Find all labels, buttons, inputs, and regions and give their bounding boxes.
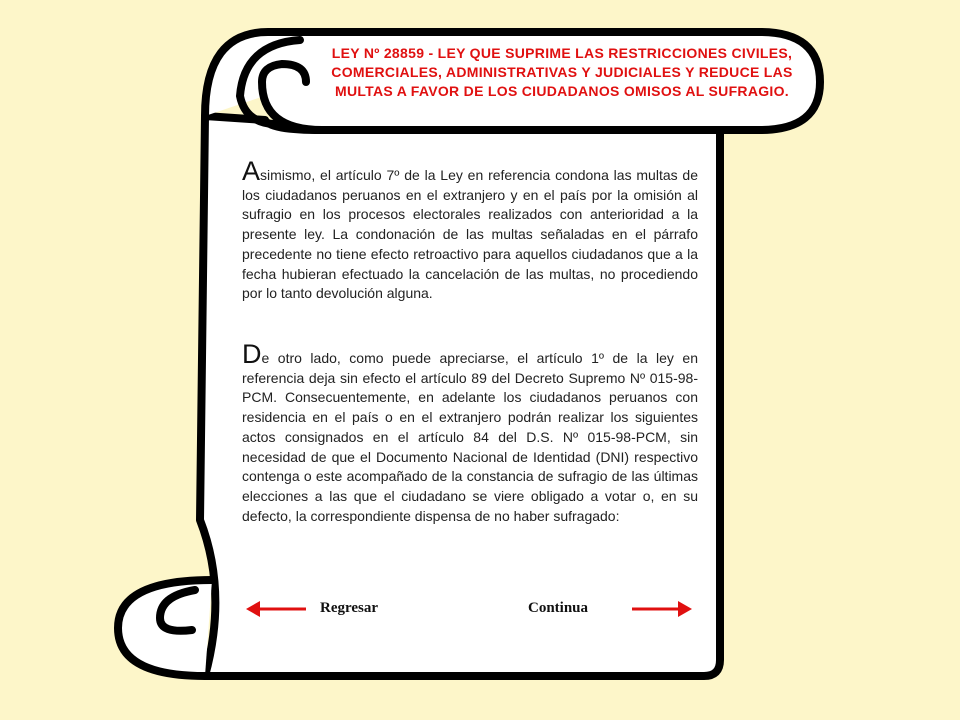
paragraph-condonation: [242, 156, 698, 304]
back-button[interactable]: Regresar: [320, 600, 379, 616]
right-arrow-icon[interactable]: [630, 598, 692, 620]
continue-button[interactable]: Continua: [528, 600, 589, 616]
paragraph-text: e otro lado, como puede apreciarse, el artículo 1º de la ley en referencia deja sin efecto el artículo 89 del Decreto Supremo Nº 015-98-PCM. Consecuentemente, en adelante los ciudadanos peruanos con residencia en el país o en el extranjero podrán realizar los siguientes actos consignados en el artículo 84 del D.S. Nº 015-98-PCM, sin necesidad de que el Documento Nacional de Identidad (DNI) respectivo contenga o este acompañado de la constancia de sufragio de las últimas elecciones a las que el ciudadano se viere obligado a votar o, en su defecto, la correspondiente dispensa de no haber sufragado:: [242, 350, 698, 524]
paragraph-initial: D: [242, 339, 262, 369]
left-arrow-icon[interactable]: [246, 598, 308, 620]
paragraph-initial: A: [242, 156, 261, 186]
paragraph-text: simismo, el artículo 7º de la Ley en referencia condona las multas de los ciudadanos peruanos en el extranjero y en el país por la omisión al sufragio en los procesos electorales realizados con anterioridad a la presente ley. La condonación de las multas señaladas en el párrafo precedente no tiene efecto retroactivo para aquellos ciudadanos que a la fecha hubieran efectuado la cancelación de las multas, no procediendo por lo tanto devolución alguna.: [242, 167, 698, 302]
paragraph-dni-requirements: [242, 339, 698, 526]
page-title: LEY Nº 28859 - LEY QUE SUPRIME LAS RESTRICCIONES CIVILES, COMERCIALES, ADMINISTRATIVAS Y JUDICIALES Y REDUCE LAS MULTAS A FAVOR DE LOS CIUDADANOS OMISOS AL SUFRAGIO.: [331, 45, 793, 99]
